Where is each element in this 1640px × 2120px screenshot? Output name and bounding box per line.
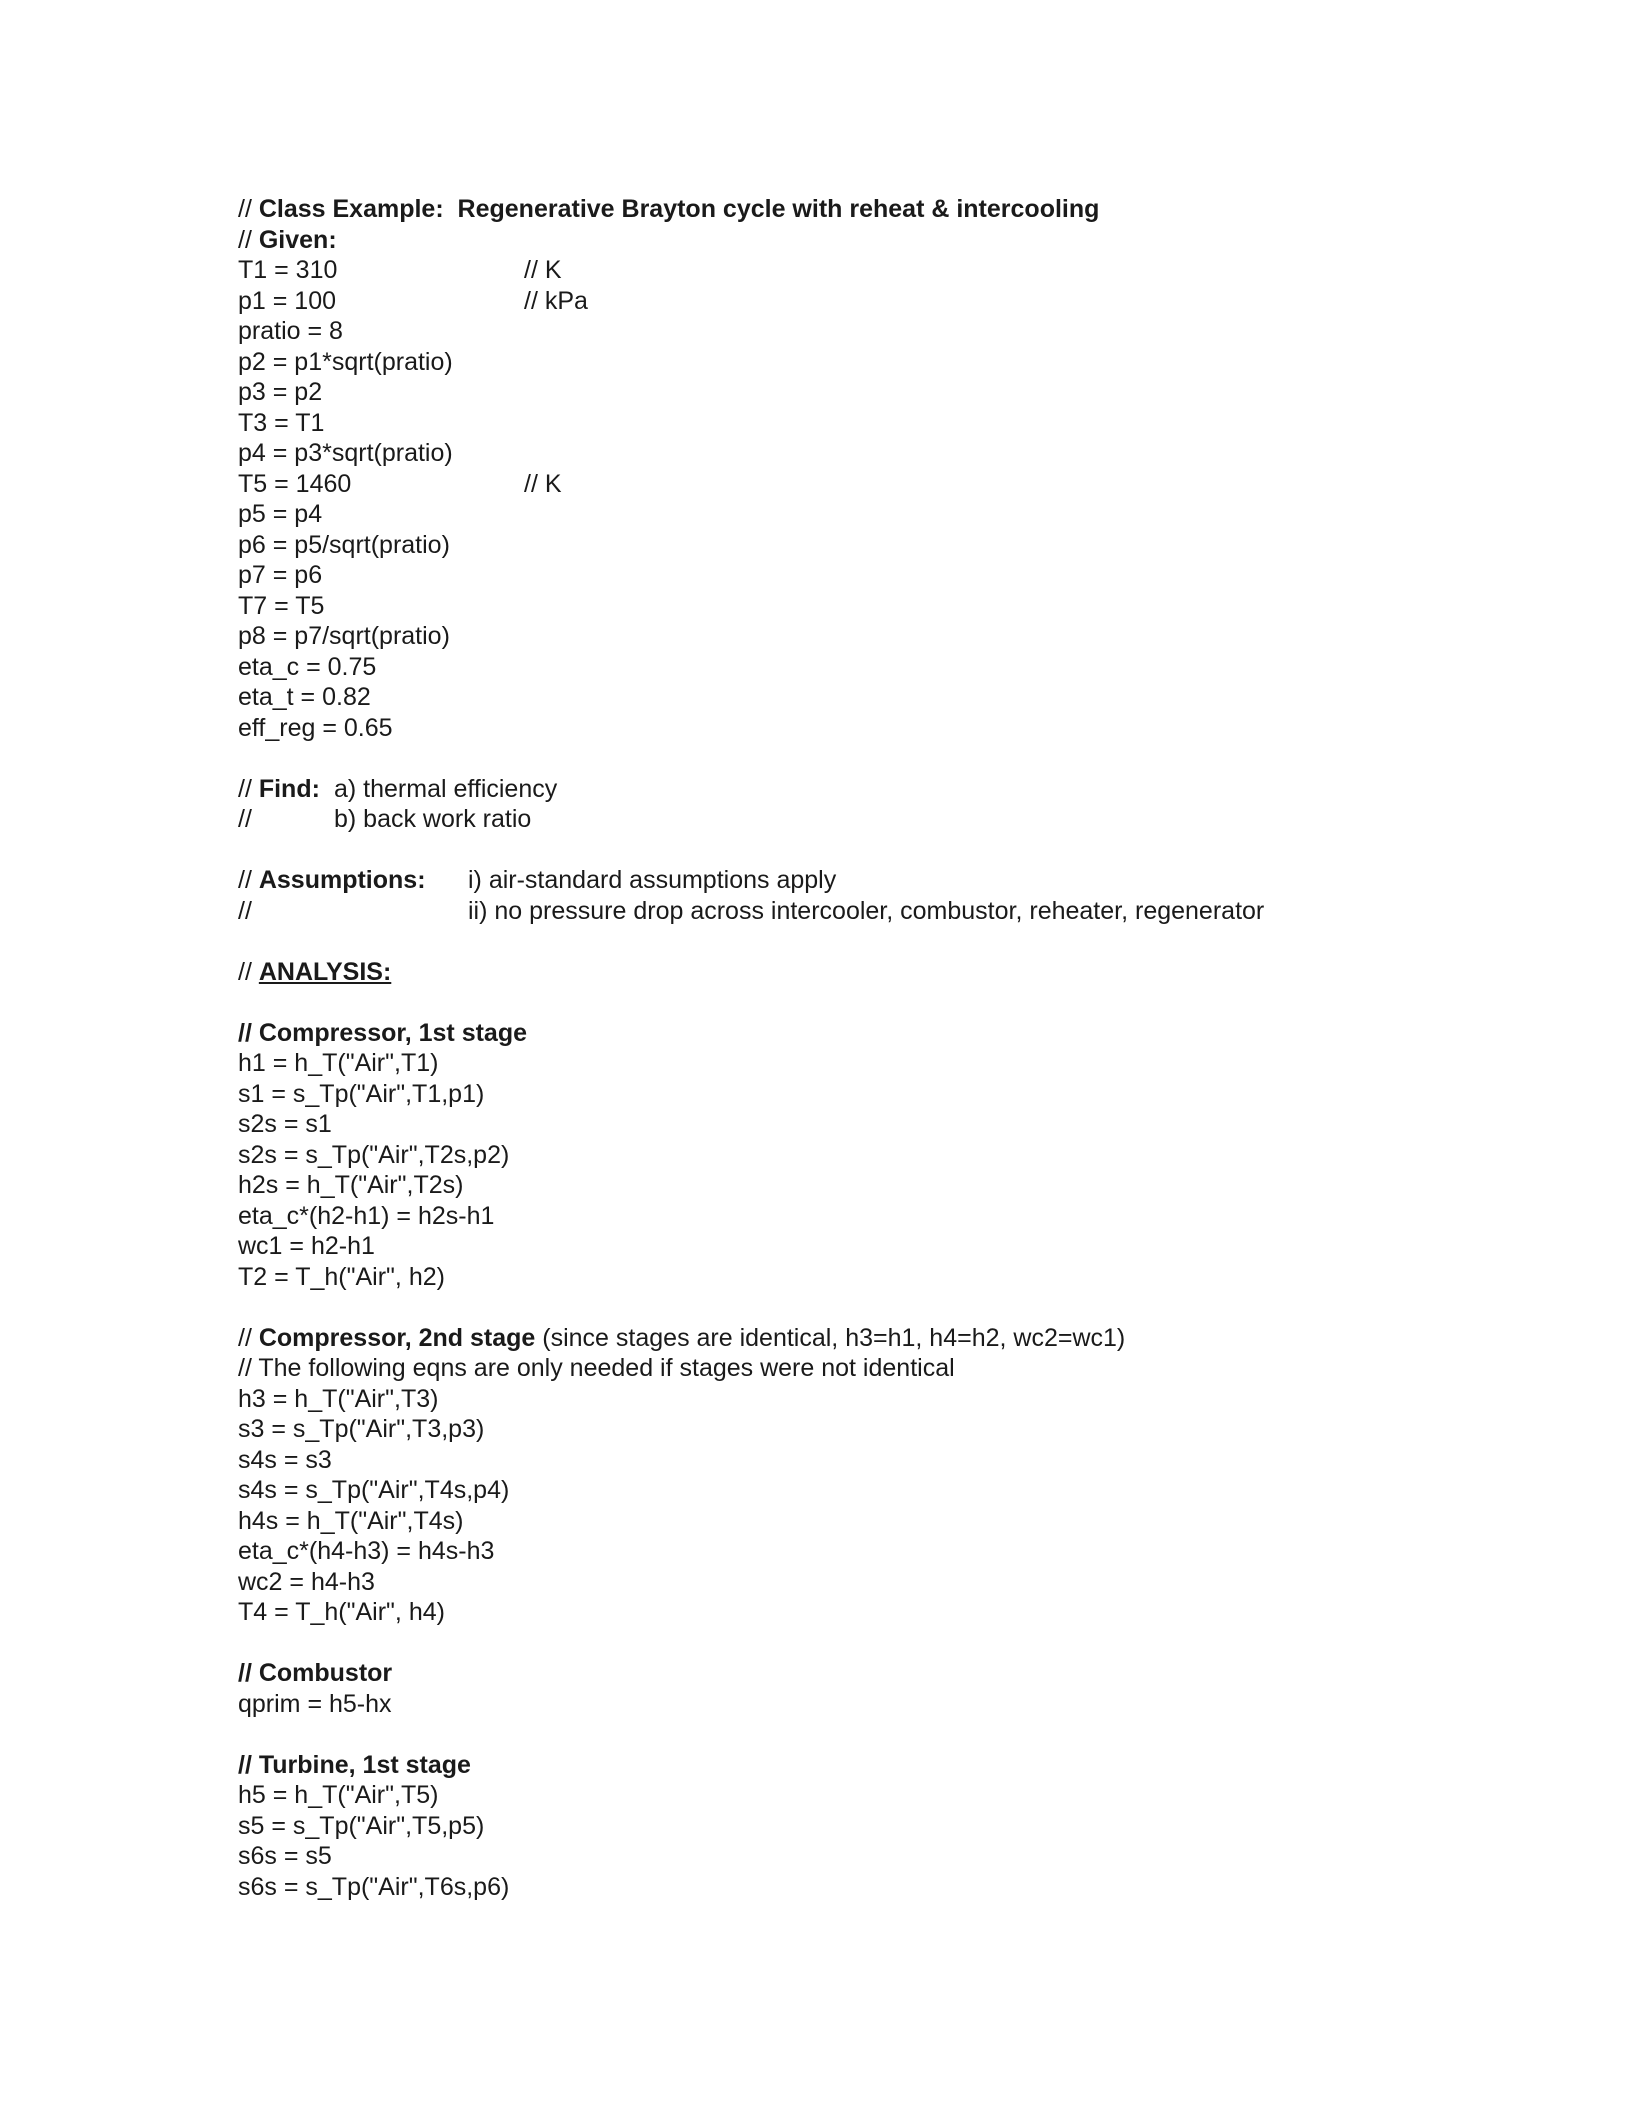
combustor-equations (238, 1689, 1598, 1720)
given-equation: p4 = p3*sqrt(pratio) (238, 439, 453, 467)
title-line (238, 194, 1598, 225)
given-line (238, 591, 1598, 622)
given-equation: pratio = 8 (238, 317, 343, 345)
equation-line: s6s = s_Tp("Air",T6s,p6) (238, 1872, 510, 1901)
equation-line: s3 = s_Tp("Air",T3,p3) (238, 1415, 485, 1443)
given-line (238, 347, 1598, 378)
equation-line: eta_c*(h4-h3) = h4s-h3 (238, 1537, 495, 1565)
assumption-item-i: i) air-standard assumptions apply (468, 866, 837, 894)
equation-line: h4s = h_T("Air",T4s) (238, 1506, 464, 1535)
turbine-1-heading: // Turbine, 1st stage (238, 1750, 471, 1779)
given-line (238, 286, 1598, 317)
compressor-2-heading (238, 1323, 1598, 1354)
comment-prefix: // (238, 774, 259, 803)
equation-line: h3 = h_T("Air",T3) (238, 1384, 439, 1413)
find-line-a (238, 774, 1598, 805)
equation-line: T2 = T_h("Air", h2) (238, 1262, 445, 1291)
find-item-a: a) thermal efficiency (334, 774, 558, 803)
given-block (238, 255, 1598, 743)
equation-line: T4 = T_h("Air", h4) (238, 1598, 445, 1626)
equation-line: s4s = s3 (238, 1445, 332, 1474)
document-title: Class Example: Regenerative Brayton cycle with reheat & intercooling (258, 195, 1100, 223)
equation-line: wc1 = h2-h1 (238, 1232, 375, 1260)
compressor-1-equations (238, 1048, 1598, 1292)
given-equation: T7 = T5 (238, 591, 325, 620)
given-equation: p6 = p5/sqrt(pratio) (238, 530, 450, 559)
equation-line: wc2 = h4-h3 (238, 1567, 375, 1596)
given-equation: p3 = p2 (238, 378, 323, 406)
combustor-heading: // Combustor (238, 1659, 393, 1687)
given-line (238, 682, 1598, 713)
given-equation: eta_t = 0.82 (238, 683, 371, 711)
given-line (238, 530, 1598, 561)
find-label: Find: (258, 774, 320, 803)
comment-prefix: // (238, 957, 259, 986)
given-line (238, 499, 1598, 530)
unit-comment: // kPa (524, 286, 588, 315)
comment-prefix: // (238, 1323, 259, 1352)
compressor-2-title: Compressor, 2nd stage (258, 1323, 536, 1352)
assumptions-line-ii (238, 896, 1598, 927)
turbine-1-equations (238, 1780, 1598, 1902)
given-line (238, 316, 1598, 347)
document-page (238, 194, 1598, 1902)
given-equation: p2 = p1*sqrt(pratio) (238, 347, 453, 376)
equation-line: qprim = h5-hx (238, 1689, 392, 1718)
given-equation: p5 = p4 (238, 500, 323, 528)
equation-line: eta_c*(h2-h1) = h2s-h1 (238, 1201, 495, 1230)
given-equation: p7 = p6 (238, 561, 323, 589)
given-line (238, 469, 1598, 500)
compressor-2-note: (since stages are identical, h3=h1, h4=h2, wc2=wc1) (535, 1323, 1126, 1352)
given-equation: eff_reg = 0.65 (238, 713, 393, 742)
equation-line: s5 = s_Tp("Air",T5,p5) (238, 1811, 485, 1840)
given-line (238, 713, 1598, 744)
assumption-item-ii: ii) no pressure drop across intercooler, combustor, reheater, regenerator (468, 896, 1265, 925)
equation-line: s1 = s_Tp("Air",T1,p1) (238, 1079, 485, 1108)
equation-line: s2s = s_Tp("Air",T2s,p2) (238, 1140, 510, 1169)
equation-line: s6s = s5 (238, 1842, 332, 1870)
equation-line: s2s = s1 (238, 1110, 332, 1138)
comment-prefix: // (238, 866, 259, 894)
given-heading (238, 225, 1598, 256)
comment-prefix: // (238, 896, 252, 925)
given-equation: p1 = 100 (238, 286, 337, 315)
given-line (238, 377, 1598, 408)
assumptions-label: Assumptions: (258, 866, 426, 894)
unit-comment: // K (524, 256, 562, 284)
equation-line: h2s = h_T("Air",T2s) (238, 1171, 464, 1199)
comment-prefix: // (238, 805, 252, 833)
comment-prefix: // (238, 195, 259, 223)
compressor-1-heading: // Compressor, 1st stage (238, 1018, 528, 1047)
given-line (238, 652, 1598, 683)
equation-line: h5 = h_T("Air",T5) (238, 1781, 439, 1809)
given-equation: T5 = 1460 (238, 469, 352, 498)
find-item-b: b) back work ratio (334, 805, 532, 833)
assumptions-line-i (238, 865, 1598, 896)
given-equation: p8 = p7/sqrt(pratio) (238, 622, 450, 650)
analysis-label: ANALYSIS: (258, 957, 392, 986)
given-equation: T1 = 310 (238, 256, 338, 284)
given-line (238, 621, 1598, 652)
comment-prefix: // (238, 225, 259, 254)
equation-line: s4s = s_Tp("Air",T4s,p4) (238, 1476, 510, 1504)
compressor-2-equations (238, 1384, 1598, 1628)
given-equation: eta_c = 0.75 (238, 652, 377, 681)
given-line (238, 408, 1598, 439)
given-line (238, 438, 1598, 469)
equation-line: h1 = h_T("Air",T1) (238, 1049, 439, 1077)
find-line-b (238, 804, 1598, 835)
given-equation: T3 = T1 (238, 408, 325, 437)
given-line (238, 255, 1598, 286)
unit-comment: // K (524, 469, 562, 498)
given-label: Given: (258, 225, 337, 254)
given-line (238, 560, 1598, 591)
compressor-2-comment: // The following eqns are only needed if stages were not identical (238, 1354, 955, 1382)
analysis-heading (238, 957, 1598, 988)
